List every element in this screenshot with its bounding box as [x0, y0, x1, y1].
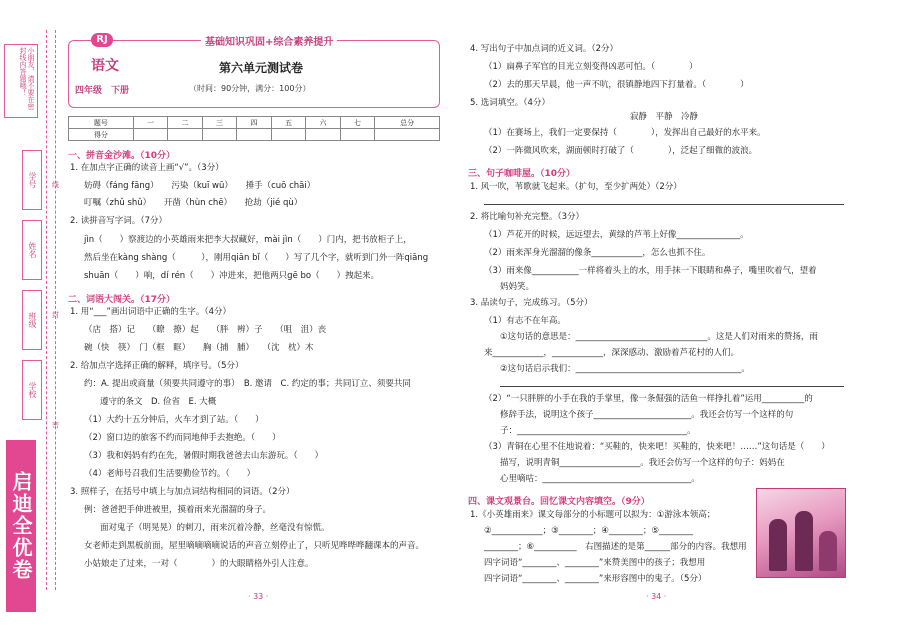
question-text: （4）老师号召我们生活要勤俭节约。（ ）	[84, 469, 256, 479]
question-text: 描写，说明青铜___________________。我还会仿写一个这样的句子：妈妈在	[500, 458, 785, 468]
question-text: （2）窗口边的旅客不约而同地伸手去抱绝。（ ）	[84, 433, 281, 443]
header-banner: 基础知识巩固+综合素养提升	[201, 33, 337, 48]
question-text: （店 搭）记 （瞭 撩）起 （胖 辨）子 （咀 沮）丧	[84, 325, 327, 335]
margin-note: 小朋友，请不要在密封线内答题哦！	[4, 44, 38, 118]
question-text: （3）我和妈妈有约在先，暑假时期我爸爸去山东游玩。（ ）	[84, 451, 324, 461]
question-text: ①这句话的意思是：_______________________________。这是人们对雨来的赞扬，雨	[500, 332, 818, 342]
question-text: 例：爸爸把手伸进被里，摸着雨来光溜溜的身子。	[84, 505, 272, 515]
score-input-cell[interactable]	[237, 129, 272, 141]
section-1-title: 一、拼音金沙滩。（10分）	[68, 151, 176, 161]
question-text: 约：A. 提出或商量（须要共同遵守的事） B. 邀请 C. 约定的事；共同订立、须要共同	[84, 379, 411, 389]
question-text: （1）扁鼻子军官的目光立刻变得凶恶可怕。（ ）	[484, 62, 698, 72]
margin-strip	[0, 0, 62, 636]
question-text: 2. 给加点字选择正确的解释，填序号。（5分）	[70, 361, 244, 371]
question-text: 1. 用“___”画出词语中正确的生字。（4分）	[70, 307, 232, 317]
question-text: 妈妈笑。	[500, 282, 535, 292]
question-text: 3. 品读句子，完成练习。（5分）	[470, 298, 593, 308]
grade-label: 四年级 下册	[75, 86, 130, 96]
score-cell: 二	[168, 117, 203, 129]
question-text: 心里嘀咕：___________________________________。	[500, 474, 700, 484]
score-input-cell[interactable]	[340, 129, 375, 141]
question-text: 四字词语“________、________”来赞美图中的孩子；我想用	[484, 558, 706, 568]
question-text: （3）青铜在心里不住地说着：“买鞋的，快来吧！买鞋的，快来吧！……”这句话是（ ）	[484, 442, 830, 452]
story-illustration	[756, 488, 846, 578]
field-student-no: 学号	[22, 150, 42, 210]
score-input-cell[interactable]	[375, 129, 440, 141]
question-text: 四字词语“________、________”来形容图中的鬼子。（5分）	[484, 574, 707, 584]
score-cell: 四	[237, 117, 272, 129]
question-text: 4. 写出句子中加点词的近义词。（2分）	[470, 44, 618, 54]
question-text: （2）去的那天早晨，他一声不吭，很镇静地四下打量着。（ ）	[484, 80, 749, 90]
score-input-cell[interactable]	[306, 129, 341, 141]
question-text: 然后坐在kàng shàng（ ），刚用qiān bǐ（ ）写了几个字，就听到门外一阵qiāng	[84, 253, 429, 263]
question-text: 叮嘱（zhǔ shǔ） 开凿（hùn chē） 抢劫（jié qù）	[84, 198, 303, 208]
question-text: （2）一阵微风吹来，湖面顿时打破了（ ），泛起了细微的波浪。	[484, 146, 758, 156]
question-text: 2. 读拼音写字词。（7分）	[70, 216, 167, 226]
score-table	[68, 116, 440, 141]
illustration-figure	[769, 519, 787, 571]
exam-title: 第六单元测试卷	[219, 61, 304, 75]
score-header-row	[69, 117, 440, 129]
cut-mark-2: 封	[52, 311, 59, 319]
section-4-title: 四、课文观景台。回忆课文内容填空。（9分）	[468, 497, 650, 507]
rj-badge: RJ	[91, 33, 113, 47]
score-input-cell[interactable]	[271, 129, 306, 141]
field-name: 姓名	[22, 220, 42, 280]
section-2-title: 二、词语大闯关。（17分）	[68, 295, 176, 305]
question-text: （1）有志不在年高。	[484, 316, 566, 326]
question-text: 遵守的条文 D. 俭省 E. 大概	[100, 397, 217, 407]
score-cell: 一	[133, 117, 168, 129]
subject-label: 语文	[91, 58, 119, 74]
answer-line[interactable]	[500, 386, 844, 387]
answer-line[interactable]	[484, 204, 844, 205]
exam-header	[68, 34, 440, 108]
question-text: ②____________；③________；④________；⑤________	[484, 526, 693, 536]
illustration-figure	[819, 531, 837, 571]
question-text: （2）雨来浑身光溜溜的像条____________，怎么也抓不住。	[484, 248, 711, 258]
illustration-figure	[795, 511, 813, 571]
score-cell: 总分	[375, 117, 440, 129]
brand-logo: 启迪全优卷	[6, 440, 36, 612]
question-text: 1. 在加点字正确的读音上画“√”。（3分）	[70, 163, 224, 173]
score-value-row	[69, 129, 440, 141]
score-cell: 三	[202, 117, 237, 129]
score-cell: 得分	[69, 129, 134, 141]
question-text: （2）“一只胖胖的小手在我的手掌里，像一条倔强的活鱼一样挣扎着”运用__________的	[484, 394, 813, 404]
question-text: 碗（快 筷） 门（框 眶） 胸（捕 脯） （沈 枕）木	[84, 343, 314, 353]
question-text: ________；⑥__________ 右图描述的是第______部分的内容。我想用	[484, 542, 747, 552]
question-text: 1. 风一吹，苇歌就飞起来。（扩句，至少扩两处）（2分）	[470, 182, 682, 192]
question-text: 子：________________________________________。	[500, 426, 696, 436]
question-text: 面对鬼子（明晃晃）的刺刀，雨来沉着冷静，丝毫没有惊慌。	[100, 523, 330, 533]
question-text: 2. 将比喻句补充完整。（3分）	[470, 212, 584, 222]
question-text: shuān（ ）响，dí rén（ ）冲进来，把他两只gē bo（ ）拽起来。	[84, 271, 380, 281]
word-options: 寂静 平静 冷静	[630, 112, 699, 122]
question-text: 妨碍（fáng fāng） 污染（kuī wū） 捶手（cuō chāi）	[84, 181, 316, 191]
question-text: ②这句话启示我们：_______________________________________。	[500, 364, 750, 374]
section-3-title: 三、句子咖啡屋。（10分）	[468, 169, 576, 179]
question-text: 5. 选词填空。（4分）	[470, 98, 550, 108]
score-input-cell[interactable]	[133, 129, 168, 141]
question-text: （1）芦花开的时候，远远望去，黄绿的芦苇上好像_______________。	[484, 230, 749, 240]
score-input-cell[interactable]	[168, 129, 203, 141]
question-text: 修辞手法，说明这个孩子_______________________。我还会仿写一个这样的句	[500, 410, 794, 420]
cut-mark-3: 密	[52, 421, 59, 429]
score-cell: 七	[340, 117, 375, 129]
cut-mark-1: 线	[52, 181, 59, 189]
page-number: · 34 ·	[646, 592, 667, 601]
question-text: （1）大约十五分钟后，火车才到了站。（ ）	[84, 415, 264, 425]
question-text: （3）雨来像___________一样将着头上的水，用手抹一下眼睛和鼻子，嘴里吹着气，望着	[484, 266, 817, 276]
score-input-cell[interactable]	[202, 129, 237, 141]
time-info: （时间：90分钟，满分：100分）	[189, 84, 311, 93]
score-cell: 五	[271, 117, 306, 129]
question-text: jìn（ ）察渡边的小英雄雨来把李大叔藏好，mài jìn（ ）门内，把书放柜子上，	[84, 235, 412, 245]
field-school: 学校	[22, 360, 42, 420]
question-text: 来____________，____________，深深感动、激励着芦花村的人们。	[484, 348, 740, 358]
question-text: 3. 照样子，在括号中填上与加点词结构相同的词语。（2分）	[70, 487, 295, 497]
question-text: （1）在赛场上，我们一定要保持（ ），发挥出自己最好的水平来。	[484, 128, 766, 138]
question-text: 1.《小英雄雨来》课文每部分的小标题可以拟为：①游泳本领高；	[470, 510, 716, 520]
score-cell: 六	[306, 117, 341, 129]
page-number: · 33 ·	[248, 592, 269, 601]
question-text: 小姑娘走了过来，一对（ ）的大眼睛格外引人注意。	[84, 559, 314, 569]
question-text: 女老师走到黑板前面，屋里嘀嘀嘀嘀说话的声音立刻停止了，只听见哗哗哗翻课本的声音。	[84, 541, 425, 551]
score-cell: 题号	[69, 117, 134, 129]
field-class: 班级	[22, 290, 42, 350]
